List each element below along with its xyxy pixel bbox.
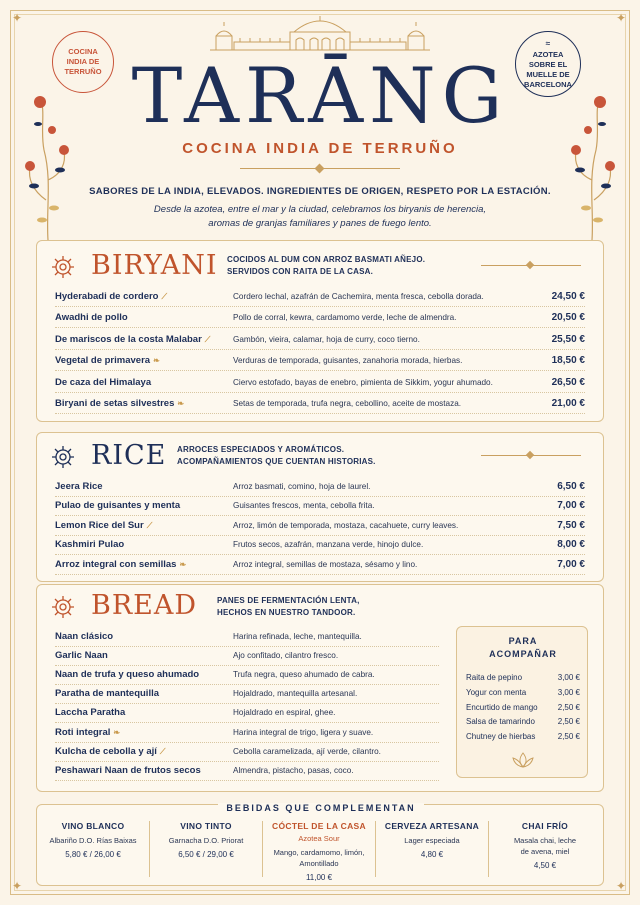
menu-item-row	[55, 742, 439, 762]
drink-description: Lager especiada	[404, 836, 460, 845]
menu-item-price: 8,00 €	[557, 539, 585, 551]
menu-item-row	[55, 330, 585, 350]
intro-line: aromas de granjas familiares y panes de fuego lento.	[208, 218, 432, 229]
menu-item-row	[55, 703, 439, 723]
leaf-icon: ❧	[179, 559, 187, 569]
sides-title-line: ACOMPAÑAR	[489, 649, 557, 659]
side-item-name: Salsa de tamarindo	[466, 717, 535, 727]
menu-item-name	[55, 707, 233, 718]
chili-icon: ⟋	[204, 334, 211, 344]
menu-item-description: Almendra, pistacho, pasas, coco.	[233, 765, 354, 775]
mandala-icon	[51, 255, 75, 279]
menu-item-name-text: Awadhi de pollo	[55, 312, 128, 324]
drink-description: de avena, miel	[520, 847, 570, 856]
drink-description: Albariño D.O. Rías Baixas	[49, 836, 137, 845]
menu-item-description: Pollo de corral, kewra, cardamomo verde, leche de almendra.	[233, 313, 457, 323]
side-item-row	[466, 703, 580, 712]
side-item-price: 3,00 €	[557, 673, 580, 682]
side-item-name: Raita de pepino	[466, 673, 523, 682]
tagline: SABORES DE LA INDIA, ELEVADOS. INGREDIENTES DE ORIGEN, RESPETO POR LA ESTACIÓN.	[89, 186, 551, 197]
section-note-line: SERVIDOS CON RAITA DE LA CASA.	[227, 267, 374, 276]
biryani-section	[36, 240, 604, 422]
leaf-icon: ❧	[177, 399, 185, 408]
menu-item-description: Trufa negra, queso ahumado de cabra.	[233, 670, 375, 680]
menu-item-row	[55, 477, 585, 497]
menu-item-name	[55, 539, 233, 550]
menu-item-name	[55, 500, 233, 511]
leaf-icon: ❧	[153, 356, 160, 366]
section-note-line: PANES DE FERMENTACIÓN LENTA,	[217, 596, 360, 605]
menu-item-row	[55, 373, 585, 393]
menu-item-price: 18,50 €	[551, 355, 585, 367]
section-note	[227, 254, 425, 278]
menu-item-price: 20,50 €	[551, 312, 585, 324]
menu-item-row	[55, 761, 439, 781]
menu-item-name-text: Garlic Naan	[55, 650, 108, 662]
menu-item-name	[55, 688, 233, 699]
side-item-price: 2,50 €	[557, 717, 580, 727]
menu-item-row	[55, 535, 585, 555]
intro-text	[0, 203, 640, 231]
drinks-title	[37, 798, 605, 816]
section-note-line: ARROCES ESPECIADOS Y AROMÁTICOS.	[177, 445, 345, 454]
menu-item-description: Harina refinada, leche, mantequilla.	[233, 632, 362, 641]
menu-item-name-text: Naan clásico	[55, 631, 114, 642]
menu-item-description: Hojaldrado, mantequilla artesanal.	[233, 689, 358, 699]
drink-divider	[488, 821, 489, 877]
restaurant-subtitle: COCINA INDIA DE TERRUÑO	[182, 140, 458, 157]
menu-item-name	[55, 765, 233, 776]
menu-item-description: Arroz basmati, comino, hoja de laurel.	[233, 482, 371, 491]
menu-item-description: Arroz, limón de temporada, mostaza, cacahuete, curry leaves.	[233, 520, 459, 530]
menu-item-name	[55, 291, 233, 302]
section-note	[217, 595, 360, 619]
stamp-left-text: COCINA INDIA DE TERRUÑO	[64, 47, 102, 76]
drink-description: Amontillado	[299, 859, 339, 868]
menu-item-description: Ajo confitado, cilantro fresco.	[233, 651, 339, 661]
menu-item-description: Arroz integral, semillas de mostaza, sésamo y lino.	[233, 559, 418, 569]
menu-item-row	[55, 723, 439, 743]
side-item-row	[466, 717, 580, 726]
corner-ornament-icon: ✦	[12, 879, 23, 893]
menu-item-price: 7,00 €	[557, 558, 585, 570]
stamp-right-text: AZOTEA SOBRE EL MUELLE DE BARCELONA	[524, 49, 572, 89]
menu-item-name	[55, 746, 233, 757]
section-note	[177, 444, 376, 468]
drink-column	[489, 821, 601, 870]
menu-item-name-text: Naan de trufa y queso ahumado	[55, 669, 200, 681]
menu-item-name-text: Jeera Rice	[55, 481, 103, 492]
side-item-price: 3,00 €	[557, 687, 580, 697]
menu-item-name-text: Peshawari Naan de frutos secos	[55, 764, 201, 776]
menu-item-row	[55, 287, 585, 307]
menu-item-description: Harina integral de trigo, ligera y suave.	[233, 727, 374, 737]
side-item-price: 2,50 €	[557, 732, 580, 742]
divider-diamond-icon	[315, 164, 325, 174]
menu-item-name	[55, 669, 233, 680]
menu-item-name-text: Hyderabadi de cordero	[55, 291, 159, 302]
menu-item-price: 7,00 €	[557, 500, 585, 512]
menu-item-description: Cebolla caramelizada, ají verde, cilantro.	[233, 746, 381, 756]
side-item-name: Encurtido de mango	[466, 702, 538, 712]
drink-divider	[149, 821, 150, 877]
corner-ornament-icon: ✦	[12, 11, 23, 25]
chili-icon: ⟋	[161, 292, 168, 301]
menu-item-description: Setas de temporada, trufa negra, cebollino, aceite de mostaza.	[233, 399, 462, 408]
menu-item-name-text: Paratha de mantequilla	[55, 688, 160, 700]
menu-item-name	[55, 312, 233, 323]
menu-item-row	[55, 555, 585, 575]
corner-ornament-icon: ✦	[616, 11, 627, 25]
side-item-row	[466, 732, 580, 741]
drink-price: 6,50 € / 29,00 €	[178, 850, 234, 859]
drink-divider	[262, 821, 263, 877]
menu-item-row	[55, 496, 585, 516]
section-title: BREAD	[91, 590, 198, 621]
chili-icon: ⟋	[159, 746, 166, 756]
menu-item-name	[55, 520, 233, 531]
sides-title	[457, 635, 589, 661]
drink-name: VINO TINTO	[180, 821, 232, 831]
menu-item-row	[55, 394, 585, 414]
intro-line: Desde la azotea, entre el mar y la ciudad, celebramos los biryanis de herencia,	[153, 204, 487, 215]
side-item-price: 2,50 €	[557, 702, 580, 712]
menu-item-name	[55, 559, 233, 570]
menu-item-name	[55, 334, 233, 345]
section-title: BIRYANI	[91, 250, 218, 281]
menu-item-description: Frutos secos, azafrán, manzana verde, hinojo dulce.	[233, 540, 424, 550]
menu-item-price: 21,00 €	[551, 398, 585, 409]
mandala-icon	[51, 445, 75, 469]
menu-header	[0, 0, 640, 240]
menu-item-description: Hojaldrado en espiral, ghee.	[233, 708, 336, 718]
menu-item-name-text: Roti integral	[55, 726, 111, 738]
corner-ornament-icon: ✦	[616, 879, 627, 893]
drink-subtitle: Azotea Sour	[298, 834, 340, 843]
mandala-icon	[51, 595, 75, 619]
drink-column	[37, 821, 149, 859]
side-item-row	[466, 673, 580, 682]
menu-item-description: Gambón, vieira, calamar, hoja de curry, coco tierno.	[233, 334, 420, 344]
drink-price: 4,50 €	[533, 861, 557, 870]
menu-item-name	[55, 481, 233, 492]
section-title: RICE	[91, 440, 167, 471]
menu-item-price: 24,50 €	[551, 291, 585, 302]
menu-item-description: Ciervo estofado, bayas de enebro, pimienta de Sikkim, yogur ahumado.	[233, 377, 493, 387]
section-note-line: COCIDOS AL DUM CON ARROZ BASMATI AÑEJO.	[227, 255, 426, 264]
drinks-section	[36, 804, 604, 886]
menu-item-name	[55, 727, 233, 738]
drinks-title-text: BEBIDAS QUE COMPLEMENTAN	[218, 803, 423, 813]
menu-item-row	[55, 665, 439, 685]
drink-divider	[375, 821, 376, 877]
drink-description: Garnacha D.O. Priorat	[168, 836, 244, 845]
menu-item-row	[55, 627, 439, 647]
drink-name: CERVEZA ARTESANA	[384, 821, 480, 831]
menu-item-row	[55, 646, 439, 666]
drink-price: 4,80 €	[420, 850, 444, 859]
side-item-row	[466, 688, 580, 697]
menu-item-name	[55, 377, 233, 388]
menu-item-row	[55, 516, 585, 536]
side-item-name: Chutney de hierbas	[466, 732, 536, 742]
menu-item-name-text: De mariscos de la costa Malabar	[55, 333, 202, 345]
divider-diamond-icon	[526, 451, 534, 459]
menu-item-price: 7,50 €	[557, 519, 585, 531]
drink-column	[150, 821, 262, 859]
section-note-line: HECHOS EN NUESTRO TANDOOR.	[217, 608, 356, 617]
section-note-line: ACOMPAÑAMIENTOS QUE CUENTAN HISTORIAS.	[177, 457, 376, 466]
divider-diamond-icon	[526, 261, 534, 269]
menu-item-name-text: De caza del Himalaya	[55, 376, 152, 388]
menu-item-row	[55, 684, 439, 704]
drink-description: Masala chai, leche	[513, 836, 577, 845]
leaf-icon: ❧	[113, 727, 121, 737]
menu-item-description: Guisantes frescos, menta, cebolla frita.	[233, 501, 375, 511]
sides-box	[456, 626, 588, 778]
drink-column	[376, 821, 488, 859]
menu-item-name	[55, 631, 233, 642]
menu-item-name-text: Laccha Paratha	[55, 707, 126, 719]
drink-price: 5,80 € / 26,00 €	[65, 850, 121, 859]
drink-name: CÓCTEL DE LA CASA	[272, 821, 366, 831]
menu-item-price: 25,50 €	[551, 333, 585, 345]
restaurant-name: TARĀNG	[131, 51, 509, 140]
menu-item-description: Cordero lechal, azafrán de Cachemira, menta fresca, cebolla dorada.	[233, 292, 484, 301]
drink-column	[263, 821, 375, 882]
menu-item-name-text: Arroz integral con semillas	[55, 558, 177, 570]
menu-item-name	[55, 355, 233, 366]
menu-item-name-text: Pulao de guisantes y menta	[55, 500, 181, 512]
drink-description: Mango, cardamomo, limón,	[273, 848, 365, 857]
menu-item-name-text: Vegetal de primavera	[55, 355, 151, 367]
menu-item-price: 26,50 €	[551, 376, 585, 388]
menu-item-name-text: Biryani de setas silvestres	[55, 398, 175, 409]
menu-item-name-text: Lemon Rice del Sur	[55, 519, 144, 531]
side-item-name: Yogur con menta	[466, 687, 527, 697]
menu-item-name-text: Kashmiri Pulao	[55, 539, 125, 551]
rice-section	[36, 432, 604, 582]
menu-item-name	[55, 398, 233, 409]
drink-price: 11,00 €	[305, 873, 333, 882]
drink-name: VINO BLANCO	[61, 821, 125, 831]
menu-item-name-text: Kulcha de cebolla y ají	[55, 745, 157, 757]
sides-title-line: PARA	[508, 636, 538, 646]
wave-icon: ≈	[545, 38, 551, 48]
palace-skyline-icon	[210, 16, 430, 56]
menu-item-name	[55, 650, 233, 661]
menu-item-description: Verduras de temporada, guisantes, zanahoria morada, hierbas.	[233, 356, 463, 366]
menu-item-row	[55, 351, 585, 371]
drink-name: CHAI FRÍO	[521, 821, 569, 831]
lotus-icon	[511, 751, 535, 769]
menu-item-price: 6,50 €	[557, 481, 585, 492]
menu-item-row	[55, 308, 585, 328]
chili-icon: ⟋	[146, 520, 153, 530]
